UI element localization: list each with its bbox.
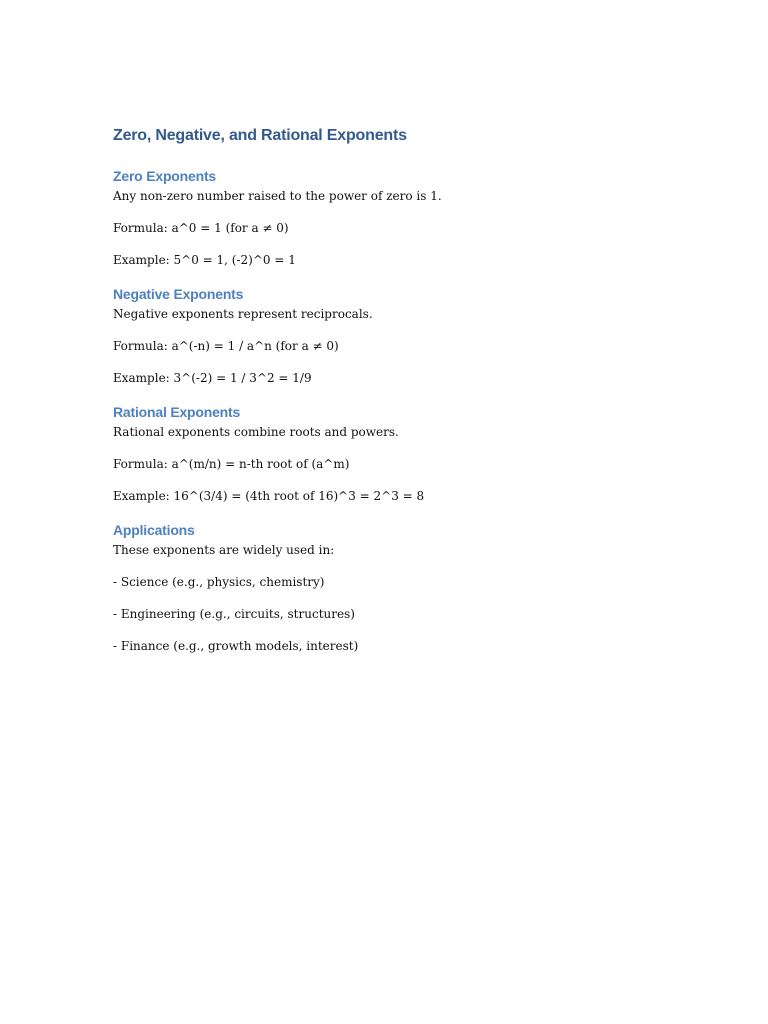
document-page — [113, 124, 713, 656]
section-heading: Negative Exponents — [113, 286, 244, 302]
formula-paragraph: Formula: a^0 = 1 (for a ≠ 0) — [113, 221, 289, 235]
example-paragraph: Example: 5^0 = 1, (-2)^0 = 1 — [113, 253, 296, 267]
section-zero-exponents — [113, 166, 713, 270]
document-title: Zero, Negative, and Rational Exponents — [113, 127, 407, 144]
section-rational-exponents — [113, 402, 713, 506]
list-item: - Engineering (e.g., circuits, structures) — [113, 607, 355, 621]
paragraph: Rational exponents combine roots and powers. — [113, 425, 399, 439]
paragraph: These exponents are widely used in: — [113, 543, 335, 557]
section-heading: Zero Exponents — [113, 168, 216, 184]
section-heading: Applications — [113, 522, 195, 538]
section-negative-exponents — [113, 284, 713, 388]
example-paragraph: Example: 3^(-2) = 1 / 3^2 = 1/9 — [113, 371, 312, 385]
formula-paragraph: Formula: a^(-n) = 1 / a^n (for a ≠ 0) — [113, 339, 339, 353]
section-applications — [113, 520, 713, 656]
formula-paragraph: Formula: a^(m/n) = n-th root of (a^m) — [113, 457, 350, 471]
list-item: - Science (e.g., physics, chemistry) — [113, 575, 325, 589]
section-heading: Rational Exponents — [113, 404, 241, 420]
paragraph: Any non-zero number raised to the power of zero is 1. — [113, 189, 442, 203]
example-paragraph: Example: 16^(3/4) = (4th root of 16)^3 = 2^3 = 8 — [113, 489, 425, 503]
list-item: - Finance (e.g., growth models, interest) — [113, 639, 359, 653]
paragraph: Negative exponents represent reciprocals. — [113, 307, 373, 321]
